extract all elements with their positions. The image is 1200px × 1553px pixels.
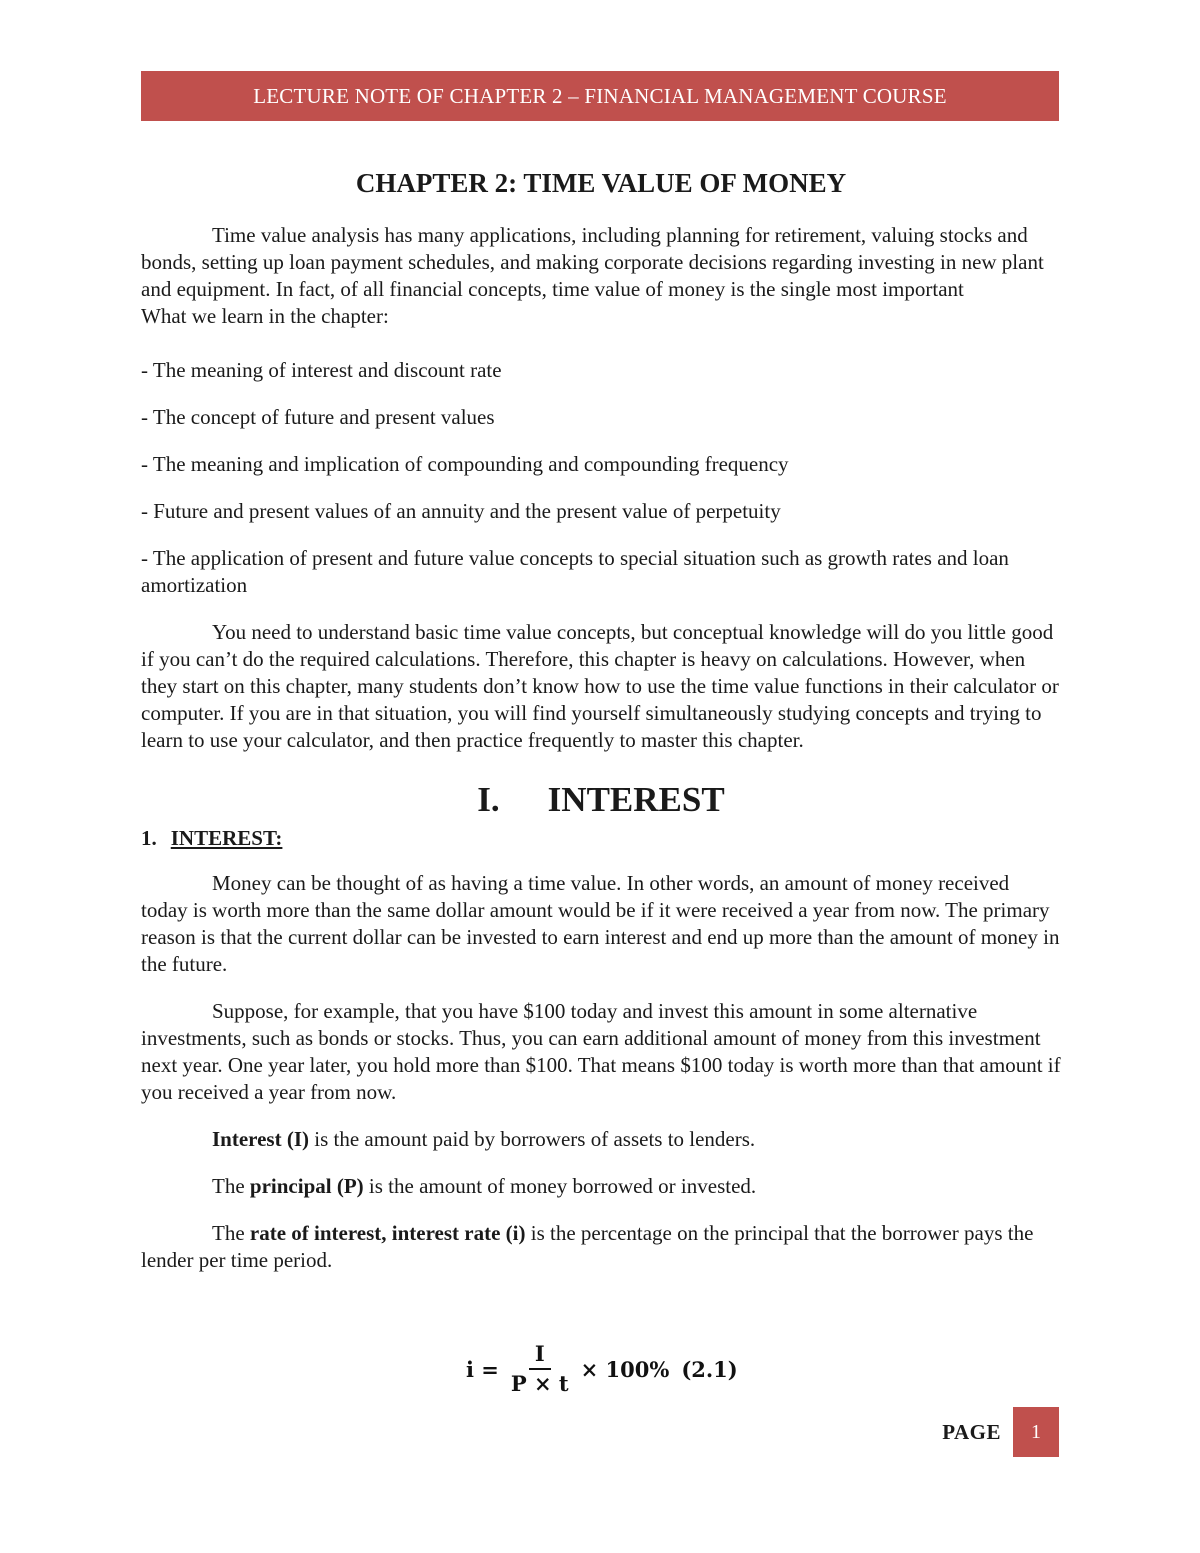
spacer [141,330,1061,357]
subsection-heading [141,826,1061,850]
list-item: - The meaning of interest and discount rate [141,358,502,382]
definition-term: rate of interest, interest rate (i) [249,1221,526,1245]
chapter-title: CHAPTER 2: TIME VALUE OF MONEY [355,168,847,198]
page-label: PAGE [942,1419,1001,1444]
section-title: INTEREST [547,780,725,819]
section-number: I. [477,780,500,819]
definition-prefix: The [212,1221,250,1245]
formula-denominator: P × t [510,1371,569,1396]
definition-term: Interest (I) [212,1127,310,1151]
definition-text: is the amount of money borrowed or invested. [363,1174,757,1198]
learning-list [141,357,1061,599]
definition-prefix: The [212,1174,250,1198]
learn-heading: What we learn in the chapter: [141,304,389,328]
list-item: - The concept of future and present values [141,405,495,429]
interest-rate-formula [466,1342,738,1396]
subsection-number: 1. [141,826,157,850]
header-title: LECTURE NOTE OF CHAPTER 2 – FINANCIAL MANAGEMENT COURSE [253,83,947,108]
list-item: - The meaning and implication of compounding and compounding frequency [141,452,789,476]
formula-rhs: × 100% [580,1356,670,1382]
definition-term: principal (P) [249,1174,364,1198]
definition-interest [141,1126,1061,1153]
list-item: - The application of present and future value concepts to special situation such as growth rates and loan amortization [141,546,1009,597]
page-footer [942,1407,1059,1457]
definition-text: is the percentage on the principal that the borrower pays the lender per time period. [141,1221,1034,1272]
intro-paragraph: Time value analysis has many applications, including planning for retirement, valuing stocks and bonds, setting up loan payment schedules, and making corporate decisions regarding investing in new plant and equipment. In fact, of all financial concepts, time value of money is the single most important [141,223,1044,301]
definition-text: is the amount paid by borrowers of assets to lenders. [309,1127,756,1151]
closing-paragraph: You need to understand basic time value concepts, but conceptual knowledge will do you little good if you can’t do the required calculations. Therefore, this chapter is heavy on calculations. However, when they start on this chapter, many students don’t know how to use the time value functions in their calculator or computer. If you are in that situation, you will find yourself simultaneously studying concepts and trying to learn to use your calculator, and then practice frequently to master this chapter. [141,620,1059,752]
header-band [141,71,1059,121]
page-content [141,162,1061,1274]
formula-fraction [507,1342,573,1396]
body-paragraph: Money can be thought of as having a time value. In other words, an amount of money received today is worth more than the same dollar amount would be if it were received a year from now. The primary reason is that the current dollar can be invested to earn interest and end up more than the amount of money in the future. [141,871,1060,976]
body-paragraph: Suppose, for example, that you have $100 today and invest this amount in some alternative investments, such as bonds or stocks. Thus, you can earn additional amount of money from this investment next year. One year later, you hold more than $100. That means $100 today is worth more than that amount if you received a year from now. [141,999,1061,1104]
section-heading [141,780,1061,820]
definition-rate [141,1220,1061,1274]
formula-label: (2.1) [681,1356,738,1382]
definition-principal [141,1173,1061,1200]
formula-numerator: I [529,1342,551,1370]
list-item: - Future and present values of an annuity and the present value of perpetuity [141,499,781,523]
page-number: 1 [1013,1407,1059,1457]
subsection-title: INTEREST: [170,826,283,850]
formula-lhs: i = [466,1356,499,1382]
